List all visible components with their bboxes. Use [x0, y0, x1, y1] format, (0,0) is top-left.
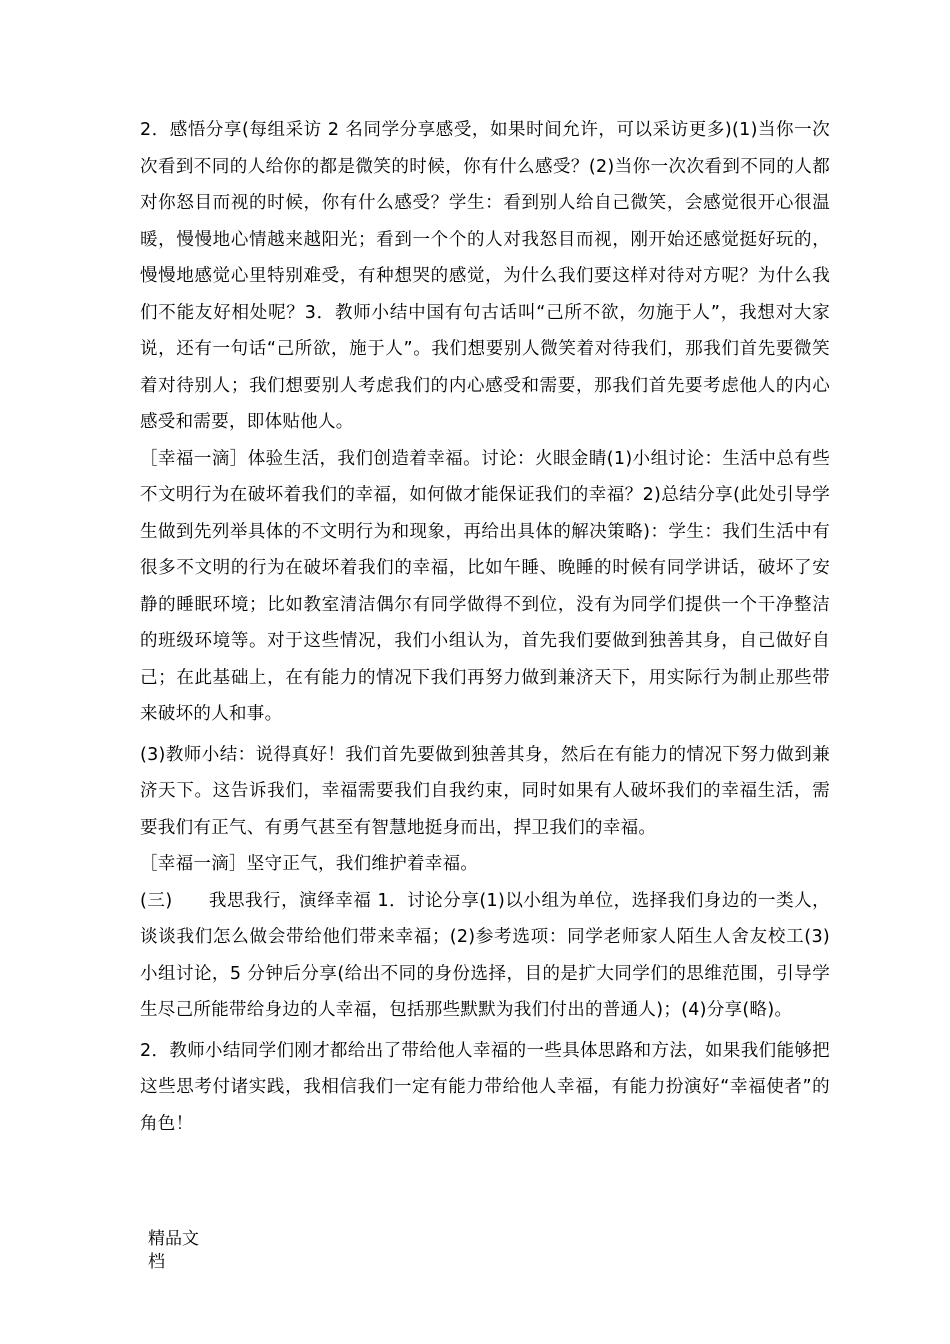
paragraph-experience-life: ［幸福一滴］体验生活，我们创造着幸福。讨论：火眼金睛(1)小组讨论：生活中总有些不文明行为在破坏着我们的幸福，如何做才能保证我们的幸福？2)总结分享(此处引导学生做到先列举具体的不文明行为和现象，再给出具体的解决策略)：学生：我们生活中有很多不文明的行为在破坏着我们的幸福，比如午睡、晚睡的时候有同学讲话，破坏了安静的睡眠环境；比如教室清洁偶尔有同学做得不到位，没有为同学们提供一个干净整洁的班级环境等。对于这些情况，我们小组认为，首先我们要做到独善其身，自己做好自己；在此基础上，在有能力的情况下我们再努力做到兼济天下，用实际行为制止那些带来破坏的人和事。 — [140, 448, 830, 724]
paragraph-reflection-sharing: 2．感悟分享(每组采访 2 名同学分享感受，如果时间允许，可以采访更多)(1)当你一次次看到不同的人给你的都是微笑的时候，你有什么感受？(2)当你一次次看到不同的人都对你怒目而视的时候，你有什么感受？学生：看到别人给自己微笑，会感觉很开心很温暖，慢慢地心情越来越阳光；看到一个个的人对我怒目而视，刚开始还感觉挺好玩的，慢慢地感觉心里特别难受，有种想哭的感觉，为什么我们要这样对待对方呢？为什么我们不能友好相处呢？3．教师小结中国有句古话叫“己所不欲，勿施于人”，我想对大家说，还有一句话“己所欲，施于人”。我们想要别人微笑着对待我们，那我们首先要微笑着对待别人；我们想要别人考虑我们的内心感受和需要，那我们首先要考虑他人的内心感受和需要，即体贴他人。 — [140, 120, 830, 432]
paragraph-uphold-righteousness: ［幸福一滴］坚守正气，我们维护着幸福。 — [140, 854, 479, 874]
page-footer: 精品文档 — [148, 1229, 199, 1272]
document-body — [140, 112, 830, 1142]
paragraph-think-and-act: (三) 我思我行，演绎幸福 1．讨论分享(1)以小组为单位，选择我们身边的一类人，谈谈我们怎么做会带给他们带来幸福；(2)参考选项：同学老师家人陌生人舍友校工(3)小组讨论，5 分钟后分享(给出不同的身份选择，目的是扩大同学们的思维范围，引导学生尽己所能带给身边的人幸福，包括那些默默为我们付出的普通人)；(4)分享(略)。 — [140, 890, 830, 1020]
paragraph-teacher-summary: (3)教师小结：说得真好！我们首先要做到独善其身，然后在有能力的情况下努力做到兼济天下。这告诉我们，幸福需要我们自我约束，同时如果有人破坏我们的幸福生活，需要我们有正气、有勇气甚至有智慧地挺身而出，捍卫我们的幸福。 — [140, 744, 830, 838]
paragraph-final-summary: 2．教师小结同学们刚才都给出了带给他人幸福的一些具体思路和方法，如果我们能够把这些思考付诸实践，我相信我们一定有能力带给他人幸福，有能力扮演好“幸福使者”的角色！ — [140, 1040, 830, 1134]
